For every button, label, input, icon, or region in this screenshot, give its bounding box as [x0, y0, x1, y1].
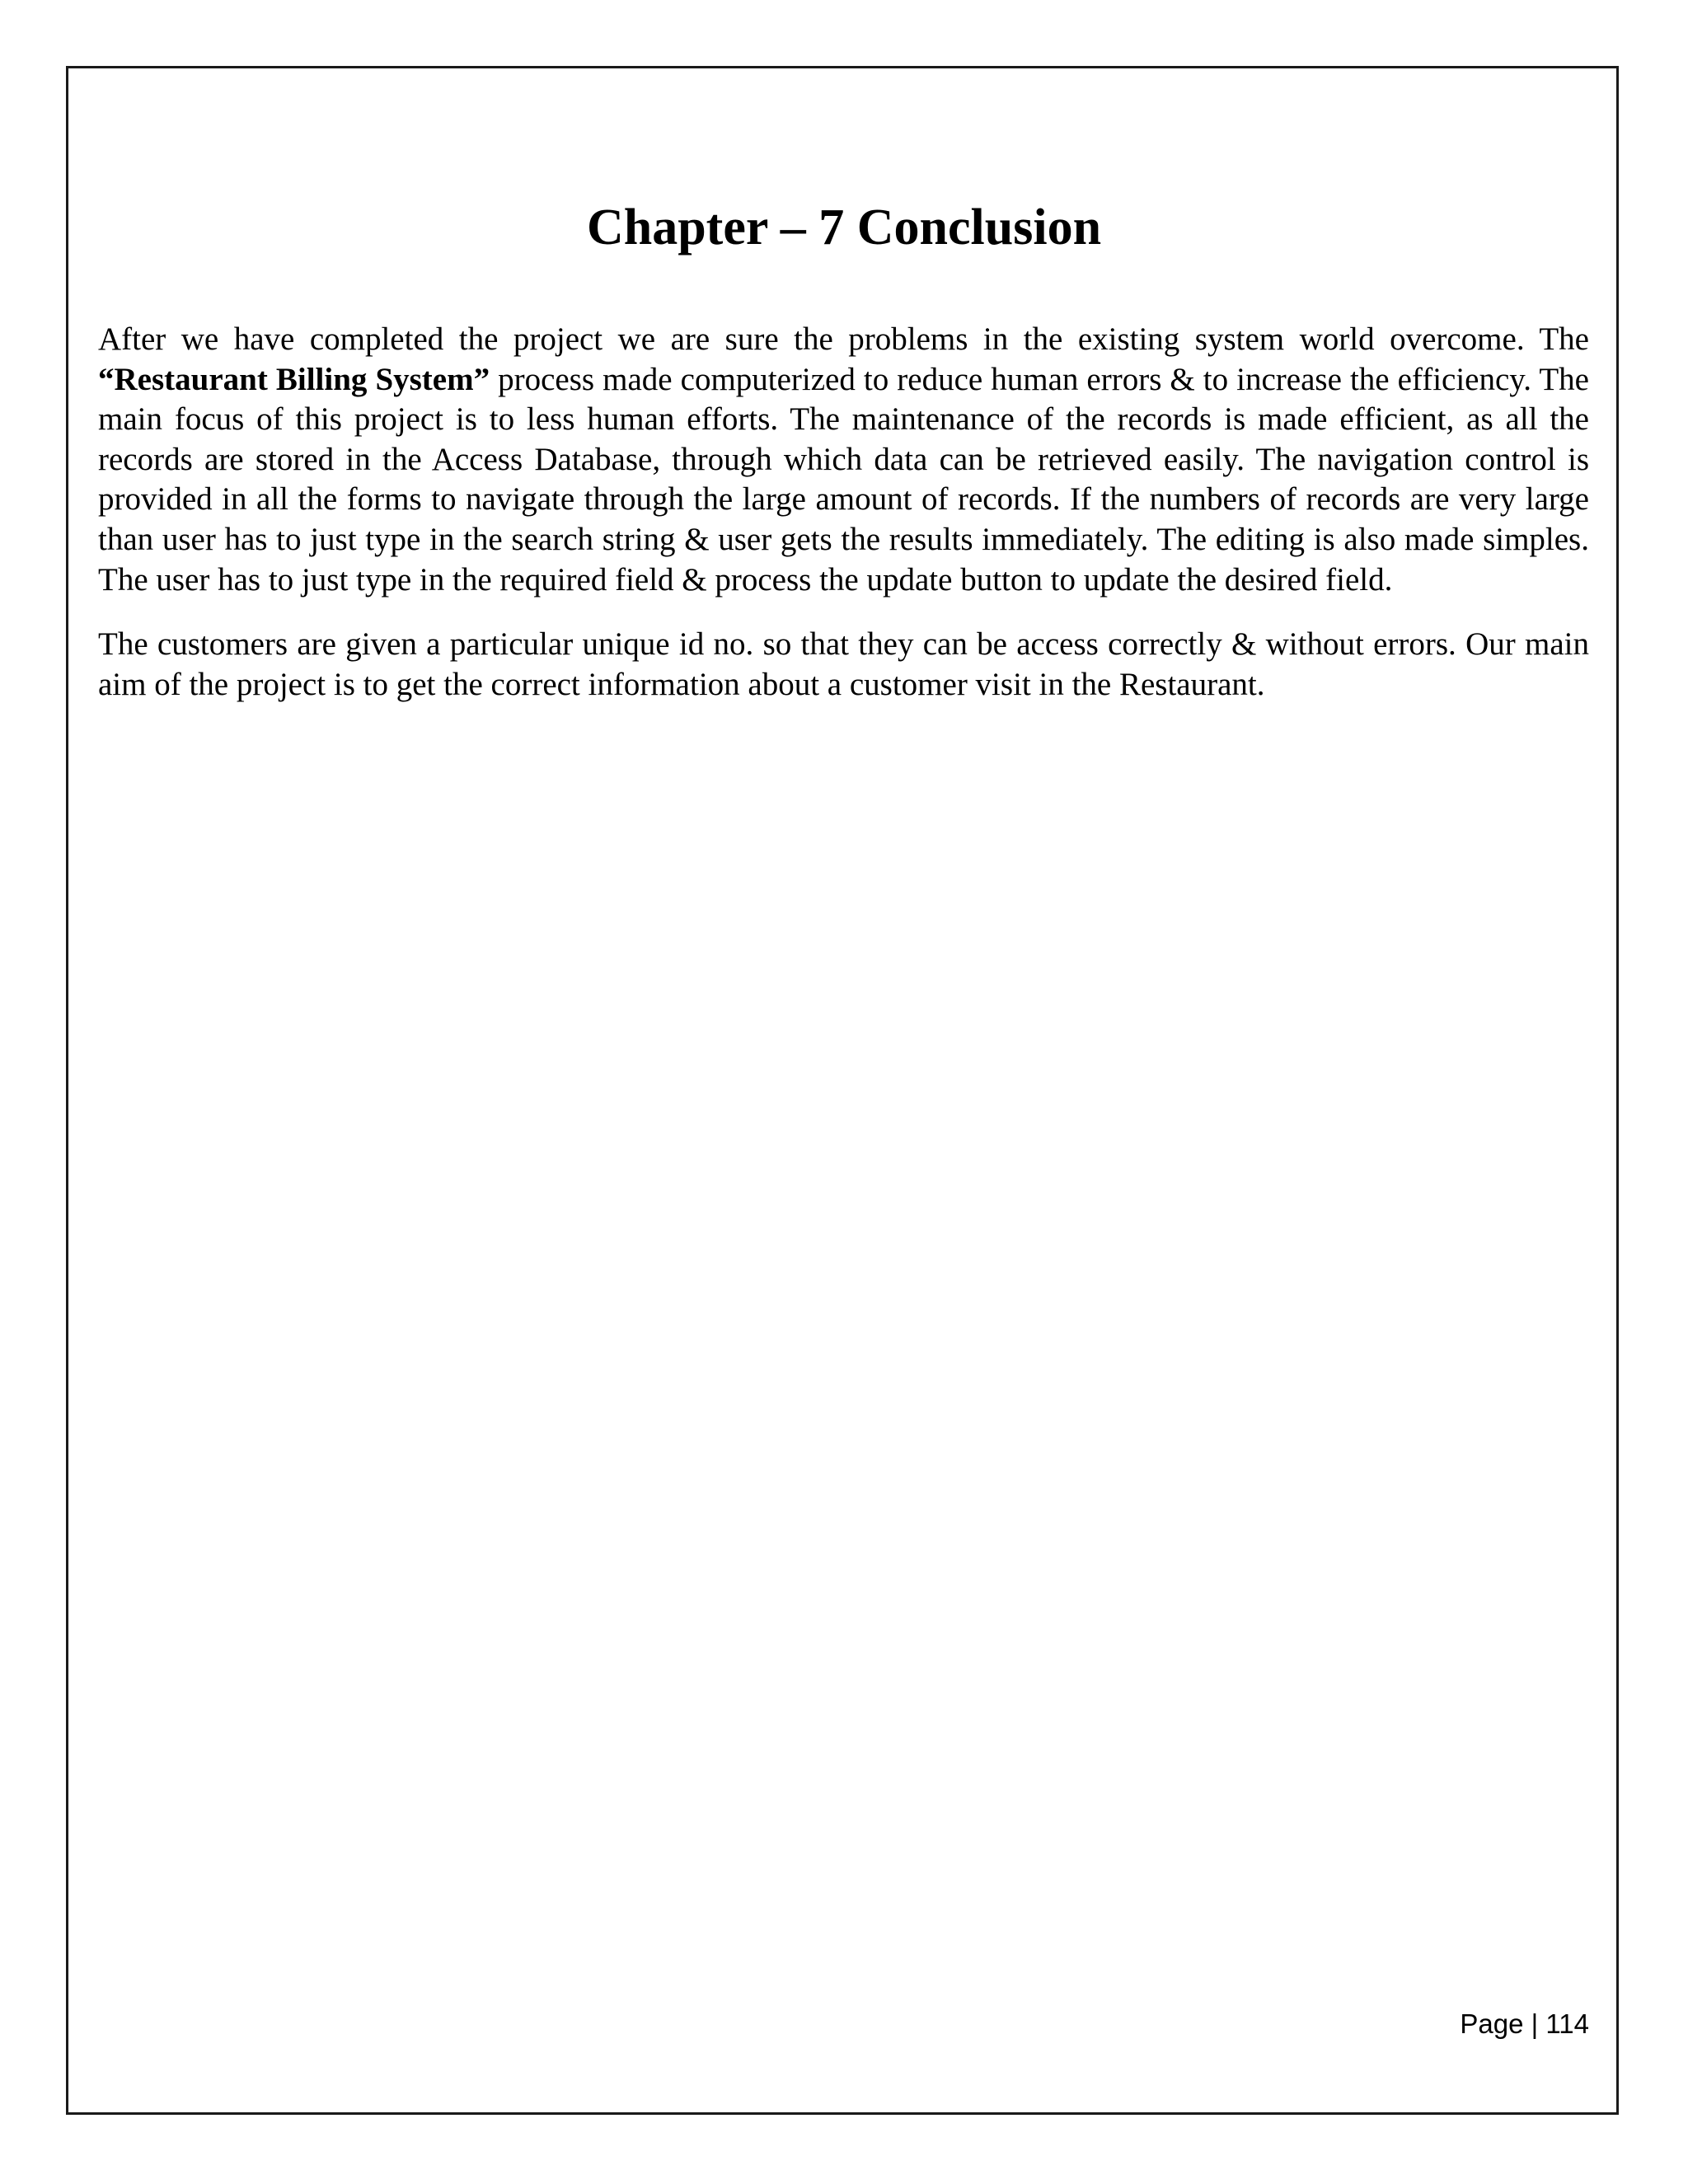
conclusion-paragraph-2: The customers are given a particular unique id no. so that they can be access correctly & without errors. Our main aim of the project is to get the correct information about a customer visit in the Restaurant.: [98, 626, 1589, 702]
page-footer: [1460, 2008, 1589, 2041]
chapter-title: Chapter – 7 Conclusion: [586, 199, 1102, 255]
paragraph-1-lead: After we have completed the project we are sure the problems in the existing system world overcome. The: [98, 321, 1589, 357]
page-separator: |: [1531, 2008, 1539, 2039]
paragraph-1-rest: process made computerized to reduce human errors & to increase the efficiency. The main focus of this project is to less human efforts. The maintenance of the records is made efficient, as all the records are stored in the Access Database, through which data can be retrieved easily. The navigation control is provided in all the forms to navigate through the large amount of records. If the numbers of records are very large than user has to just type in the search string & user gets the results immediately. The editing is also made simples. The user has to just type in the required field & process the update button to update the desired field.: [98, 361, 1589, 598]
conclusion-paragraph-1: [98, 320, 1589, 600]
page-label: Page: [1460, 2008, 1524, 2039]
page-number: 114: [1545, 2008, 1589, 2039]
system-name-emphasis: “Restaurant Billing System”: [98, 361, 490, 397]
